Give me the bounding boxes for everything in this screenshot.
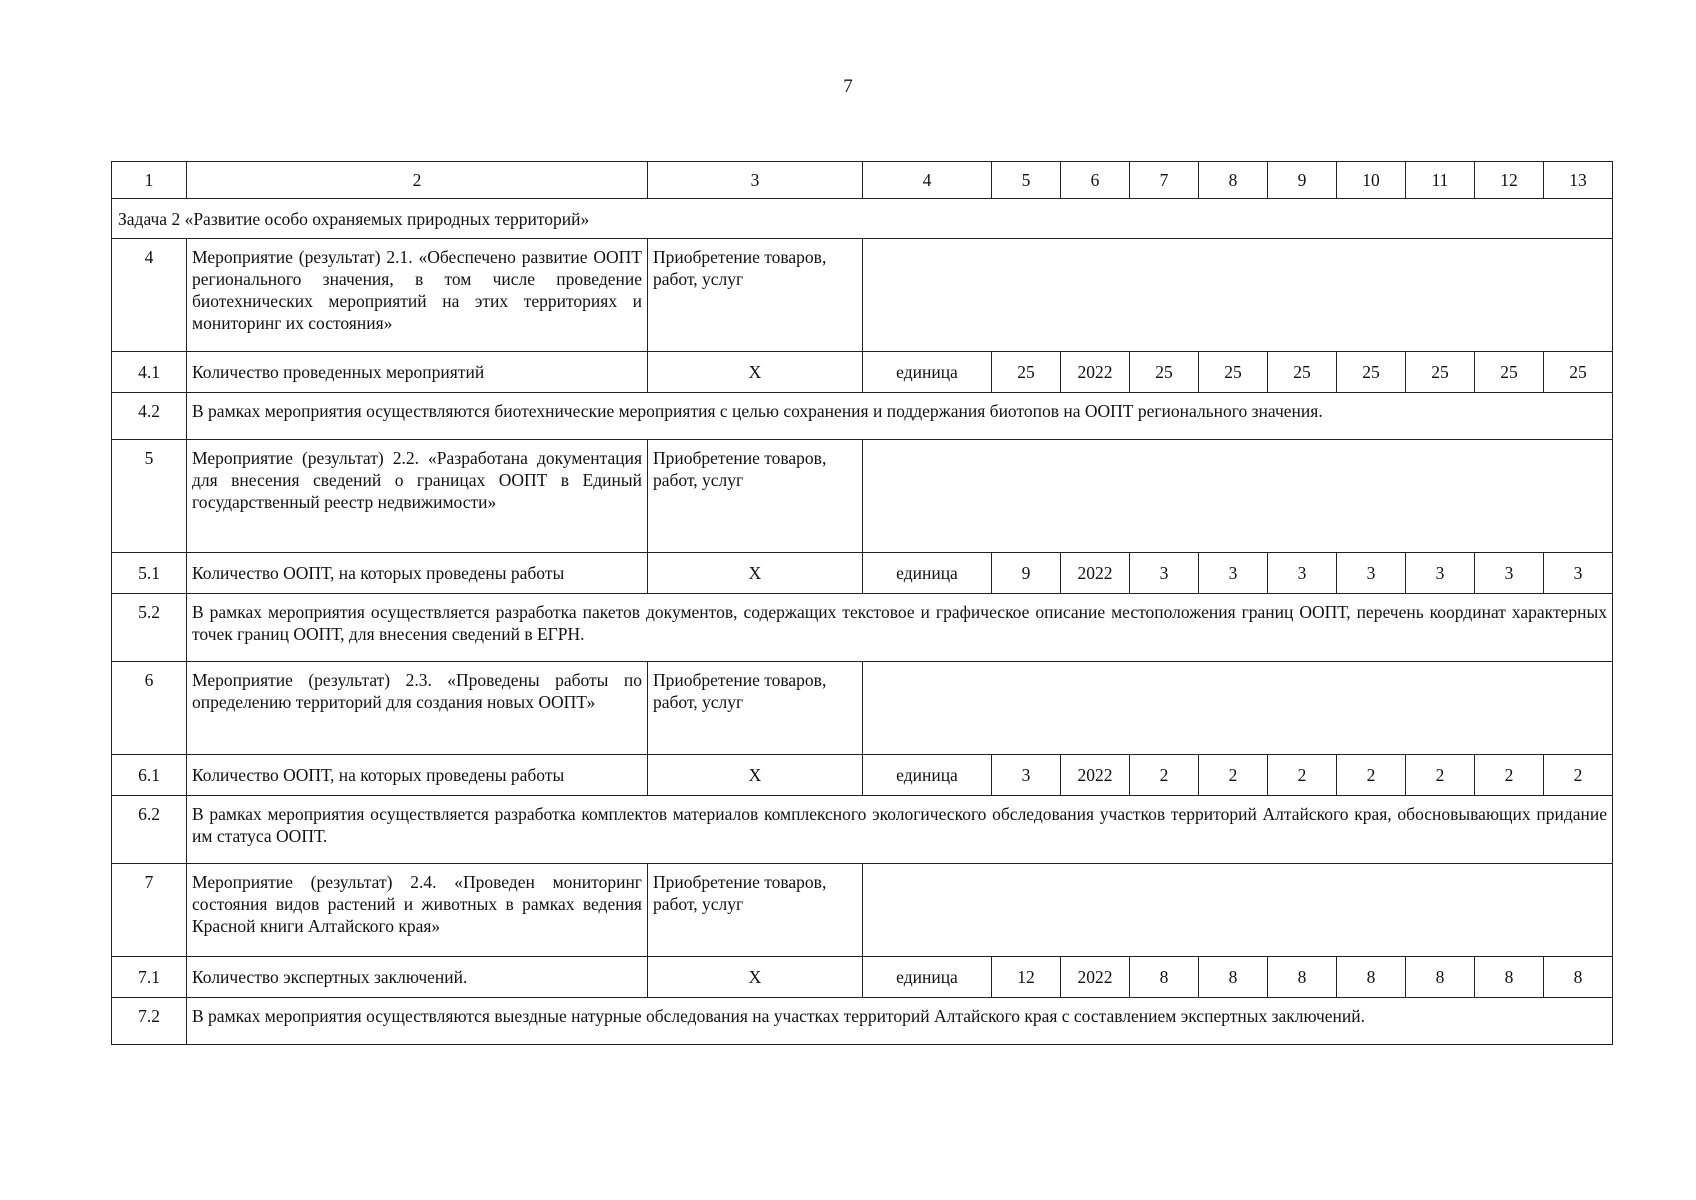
description-row [112,594,1613,662]
indicator-row [112,553,1613,594]
target-value: 8 [1337,957,1406,998]
activity-title: Мероприятие (результат) 2.4. «Проведен мониторинг состояния видов растений и животных в рамках ведения Красной книги Алтайского края» [187,864,648,957]
column-number: 2 [187,162,648,199]
row-number: 4 [112,239,187,352]
indicator-mark: Х [648,957,863,998]
target-value: 3 [1268,553,1337,594]
target-value: 8 [1199,957,1268,998]
description-text: В рамках мероприятия осуществляются биотехнические мероприятия с целью сохранения и поддержания биотопов на ООПТ регионального значения. [187,393,1613,440]
indicator-mark: Х [648,553,863,594]
row-number: 4.2 [112,393,187,440]
activity-type: Приобретение товаров, работ, услуг [648,864,863,957]
activity-row [112,239,1613,352]
target-value: 8 [1406,957,1475,998]
column-number: 9 [1268,162,1337,199]
activity-type: Приобретение товаров, работ, услуг [648,662,863,755]
indicator-name: Количество ООПТ, на которых проведены работы [187,755,648,796]
description-text: В рамках мероприятия осуществляются выездные натурные обследования на участках территорий Алтайского края с составлением экспертных заключений. [187,998,1613,1045]
base-value: 9 [992,553,1061,594]
target-value: 3 [1475,553,1544,594]
target-value: 3 [1544,553,1613,594]
description-row [112,998,1613,1045]
target-value: 25 [1406,352,1475,393]
target-value: 8 [1544,957,1613,998]
row-number: 5 [112,440,187,553]
activity-row [112,864,1613,957]
indicator-unit: единица [863,352,992,393]
base-year: 2022 [1061,755,1130,796]
row-number: 4.1 [112,352,187,393]
activity-title: Мероприятие (результат) 2.2. «Разработана документация для внесения сведений о границах ООПТ в Единый государственный реестр недвижимости» [187,440,648,553]
activity-type: Приобретение товаров, работ, услуг [648,239,863,352]
base-year: 2022 [1061,957,1130,998]
row-number: 5.1 [112,553,187,594]
description-text: В рамках мероприятия осуществляется разработка комплектов материалов комплексного экологического обследования участков территорий Алтайского края, обосновывающих придание им статуса ООПТ. [187,796,1613,864]
column-number: 13 [1544,162,1613,199]
row-number: 7.2 [112,998,187,1045]
empty-cell [863,440,1613,553]
target-value: 3 [1130,553,1199,594]
empty-cell [863,239,1613,352]
target-value: 3 [1199,553,1268,594]
column-number: 1 [112,162,187,199]
column-number: 7 [1130,162,1199,199]
target-value: 25 [1130,352,1199,393]
target-value: 2 [1199,755,1268,796]
row-number: 6.2 [112,796,187,864]
empty-cell [863,864,1613,957]
target-value: 3 [1337,553,1406,594]
activity-title: Мероприятие (результат) 2.1. «Обеспечено развитие ООПТ регионального значения, в том числе проведение биотехнических мероприятий на этих территориях и мониторинг их состояния» [187,239,648,352]
target-value: 25 [1268,352,1337,393]
activity-type: Приобретение товаров, работ, услуг [648,440,863,553]
indicator-row [112,352,1613,393]
indicator-name: Количество ООПТ, на которых проведены работы [187,553,648,594]
activity-row [112,662,1613,755]
indicator-name: Количество экспертных заключений. [187,957,648,998]
column-number: 11 [1406,162,1475,199]
column-number: 4 [863,162,992,199]
target-value: 2 [1268,755,1337,796]
column-number-row [112,162,1613,199]
column-number: 3 [648,162,863,199]
base-year: 2022 [1061,352,1130,393]
description-row [112,393,1613,440]
description-text: В рамках мероприятия осуществляется разработка пакетов документов, содержащих текстовое и графическое описание местоположения границ ООПТ, перечень координат характерных точек границ ООПТ, для внесения сведений в ЕГРН. [187,594,1613,662]
indicator-unit: единица [863,755,992,796]
task-row [112,199,1613,239]
target-value: 25 [1544,352,1613,393]
column-number: 6 [1061,162,1130,199]
base-value: 3 [992,755,1061,796]
target-value: 25 [1199,352,1268,393]
indicator-unit: единица [863,957,992,998]
indicator-row [112,957,1613,998]
base-value: 12 [992,957,1061,998]
column-number: 10 [1337,162,1406,199]
empty-cell [863,662,1613,755]
target-value: 8 [1268,957,1337,998]
indicator-mark: Х [648,755,863,796]
indicator-unit: единица [863,553,992,594]
activity-row [112,440,1613,553]
row-number: 7.1 [112,957,187,998]
column-number: 12 [1475,162,1544,199]
target-value: 3 [1406,553,1475,594]
row-number: 6 [112,662,187,755]
indicator-name: Количество проведенных мероприятий [187,352,648,393]
row-number: 7 [112,864,187,957]
target-value: 2 [1406,755,1475,796]
task-title: Задача 2 «Развитие особо охраняемых природных территорий» [112,199,1613,239]
base-value: 25 [992,352,1061,393]
program-table [111,161,1613,1045]
target-value: 2 [1544,755,1613,796]
page-number: 7 [843,76,853,97]
base-year: 2022 [1061,553,1130,594]
row-number: 5.2 [112,594,187,662]
activity-title: Мероприятие (результат) 2.3. «Проведены работы по определению территорий для создания новых ООПТ» [187,662,648,755]
indicator-mark: Х [648,352,863,393]
target-value: 2 [1337,755,1406,796]
target-value: 8 [1475,957,1544,998]
target-value: 25 [1475,352,1544,393]
column-number: 8 [1199,162,1268,199]
column-number: 5 [992,162,1061,199]
target-value: 2 [1130,755,1199,796]
target-value: 25 [1337,352,1406,393]
target-value: 2 [1475,755,1544,796]
row-number: 6.1 [112,755,187,796]
indicator-row [112,755,1613,796]
description-row [112,796,1613,864]
target-value: 8 [1130,957,1199,998]
